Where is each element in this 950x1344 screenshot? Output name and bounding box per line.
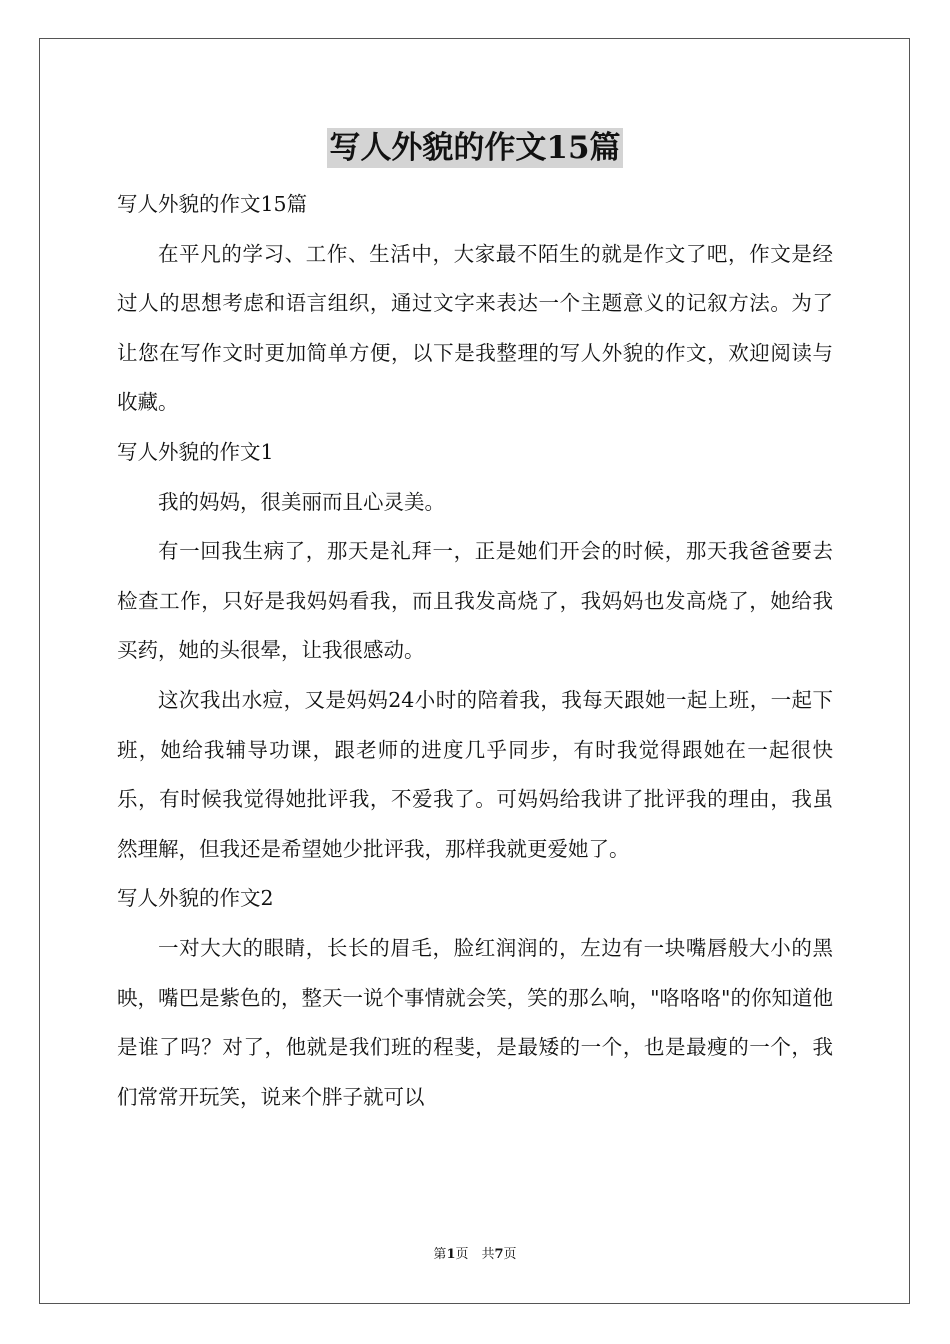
- essay1-paragraph-1: 我的妈妈，很美丽而且心灵美。: [158, 489, 445, 514]
- footer-page-current: 1: [446, 1247, 456, 1262]
- essay1-paragraph-2: 有一回我生病了，那天是礼拜一，正是她们开会的时候，那天我爸爸要去检查工作，只好是我妈妈看我，而且我发高烧了，我妈妈也发高烧了，她给我买药，她的头很晕，让我很感动。: [117, 539, 833, 663]
- footer-page-total: 7: [494, 1247, 504, 1262]
- page-footer: [0, 1246, 950, 1264]
- section-heading-1: 写人外貌的作文1: [117, 439, 274, 464]
- footer-mid: 页 共: [455, 1247, 495, 1262]
- title-wrap: [0, 128, 950, 168]
- footer-suffix: 页: [503, 1247, 517, 1262]
- subtitle-heading: 写人外貌的作文15篇: [117, 192, 308, 216]
- section-heading-2: 写人外貌的作文2: [117, 886, 274, 911]
- document-body: [117, 180, 833, 1122]
- essay1-paragraph-3: 这次我出水痘，又是妈妈24小时的陪着我，我每天跟她一起上班，一起下班，她给我辅导功课，跟老师的进度几乎同步，有时我觉得跟她在一起很快乐，有时候我觉得她批评我，不爱我了。可妈妈给我讲了批评我的理由，我虽然理解，但我还是希望她少批评我，那样我就更爱她了。: [117, 687, 833, 861]
- document-title: 写人外貌的作文15篇: [329, 130, 621, 166]
- essay2-paragraph-1: 一对大大的眼睛，长长的眉毛，脸红润润的，左边有一块嘴唇般大小的黑映，嘴巴是紫色的，整天一说个事情就会笑，笑的那么响，"咯咯咯"的你知道他是谁了吗？对了，他就是我们班的程斐，是最矮的一个，也是最瘦的一个，我们常常开玩笑，说来个胖子就可以: [117, 935, 833, 1109]
- footer-prefix: 第: [433, 1247, 447, 1262]
- intro-paragraph: 在平凡的学习、工作、生活中，大家最不陌生的就是作文了吧，作文是经过人的思想考虑和语言组织，通过文字来表达一个主题意义的记叙方法。为了让您在写作文时更加简单方便，以下是我整理的写人外貌的作文，欢迎阅读与收藏。: [117, 241, 833, 415]
